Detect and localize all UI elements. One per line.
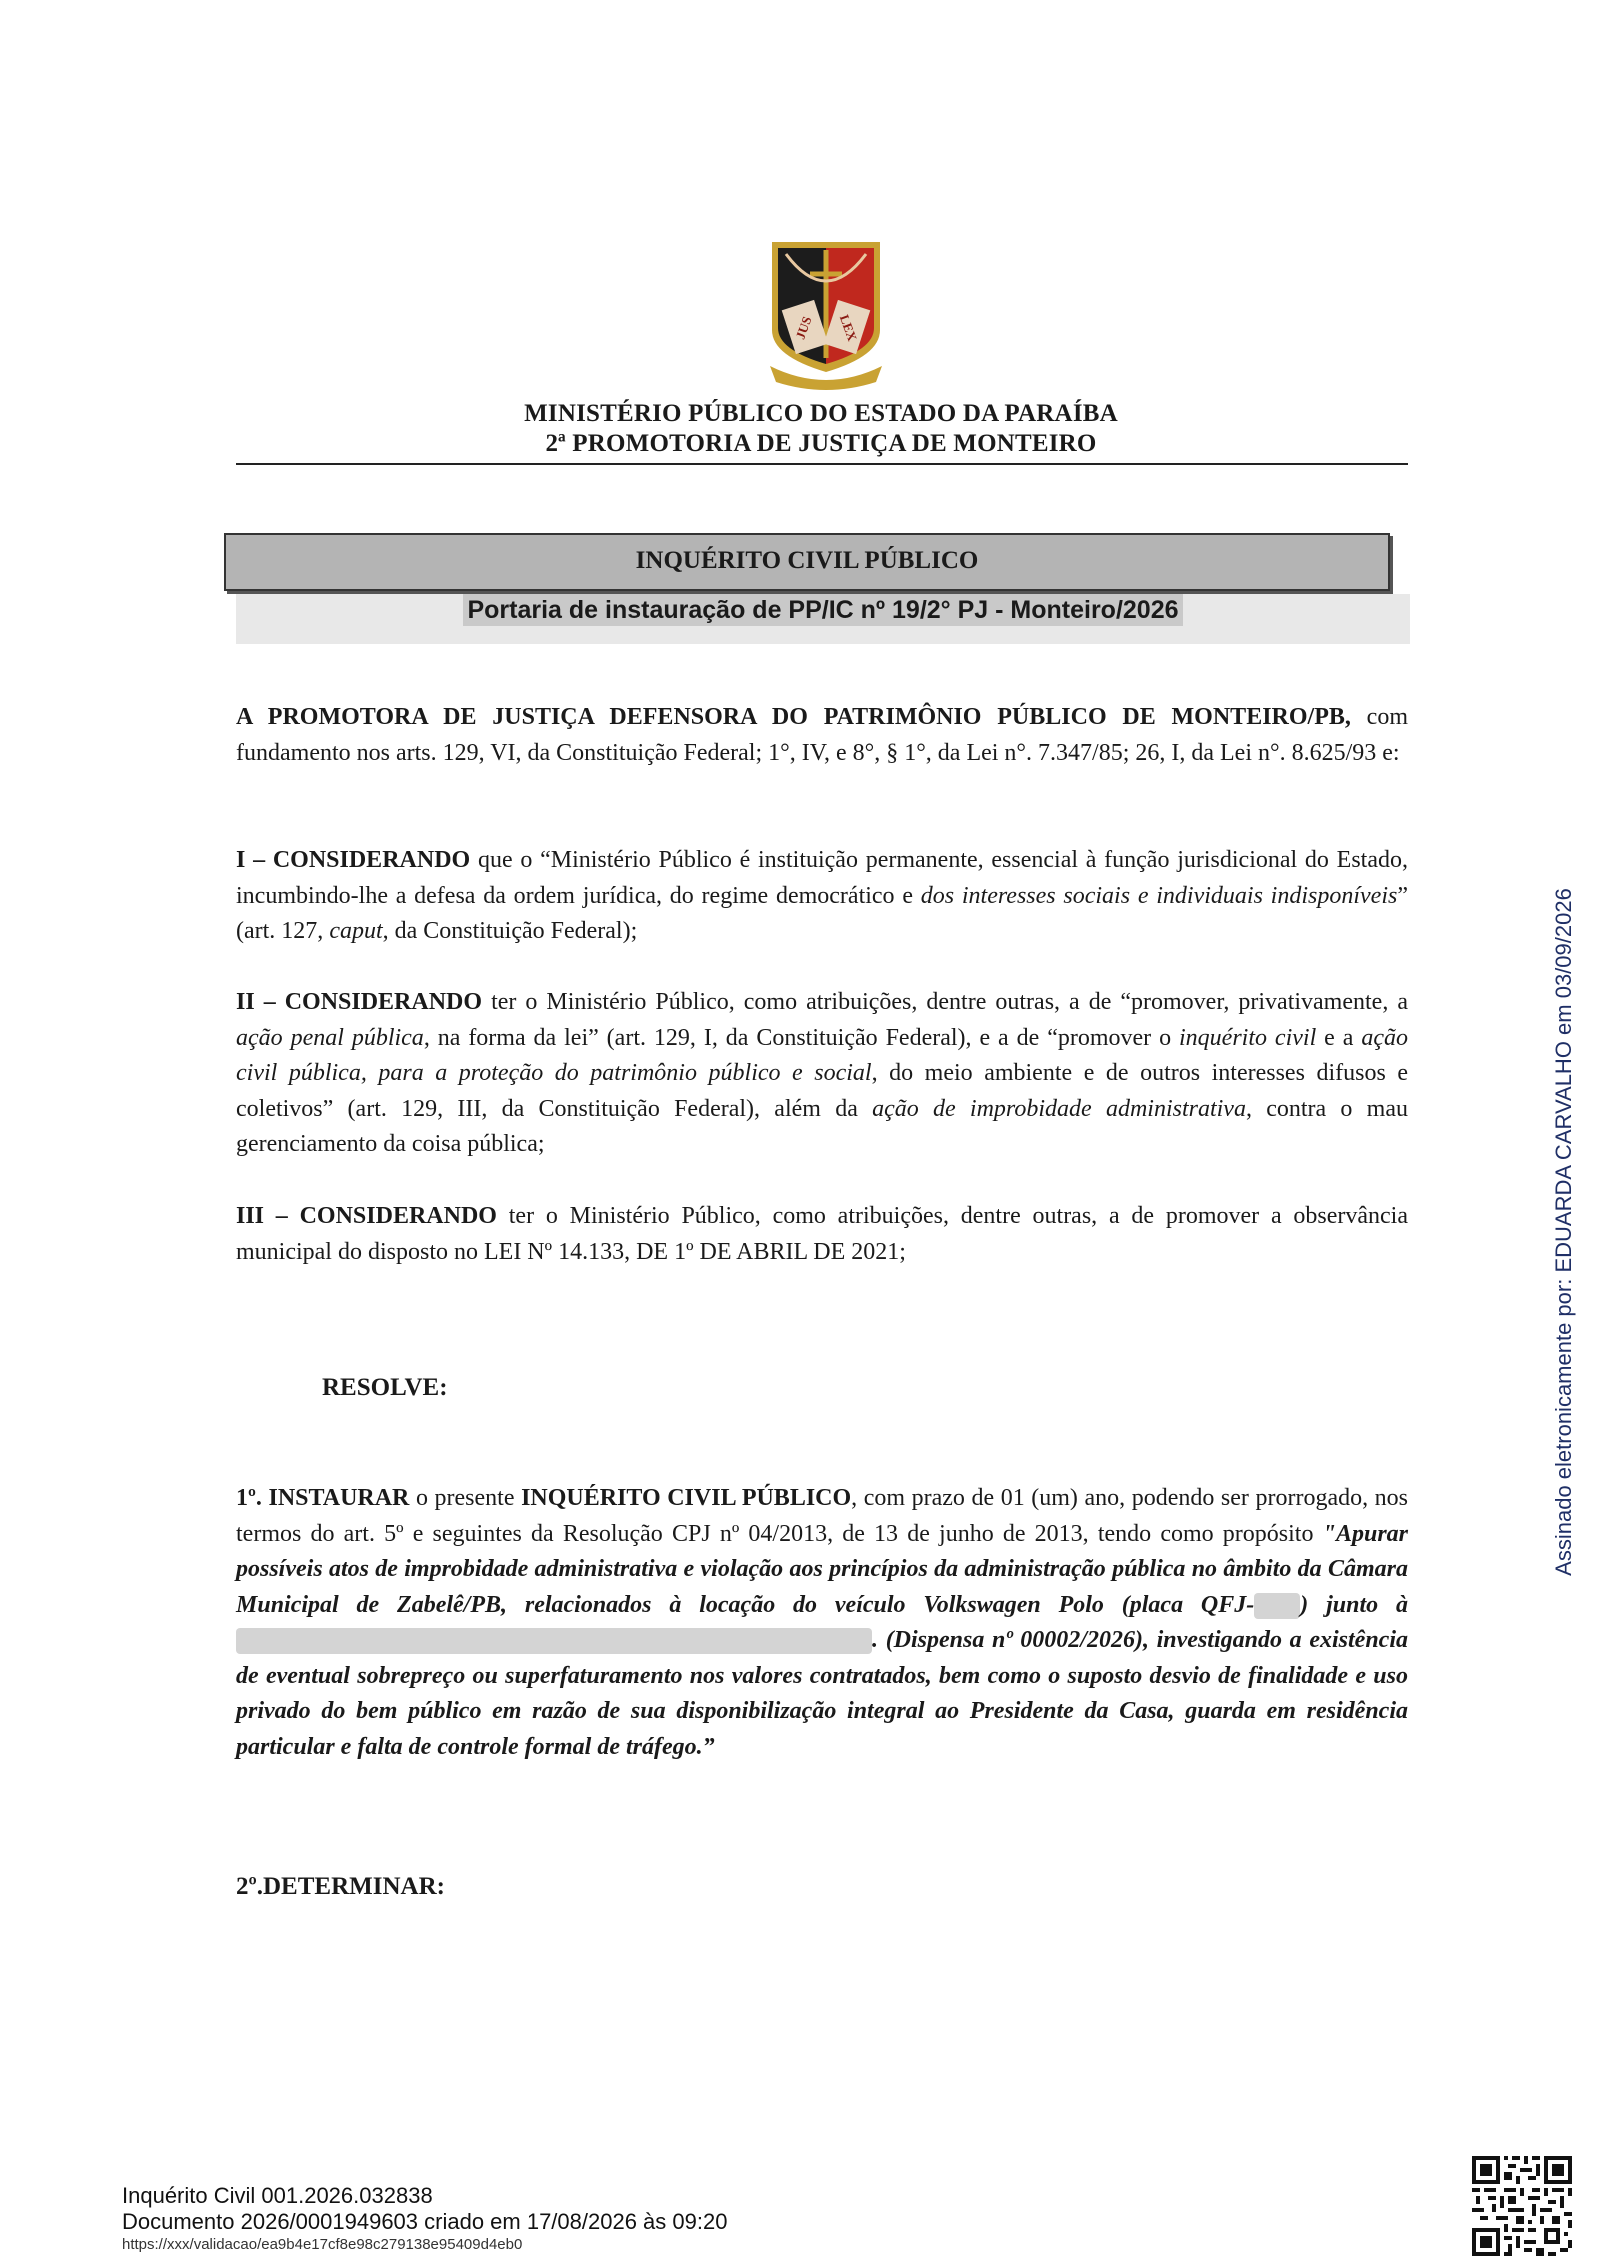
item-1-inquerito: INQUÉRITO CIVIL PÚBLICO (521, 1485, 852, 1511)
item-1-text: o presente (409, 1485, 522, 1511)
considerando-2-text: e a (1316, 1024, 1362, 1051)
document-title-box (224, 533, 1390, 591)
document-title: INQUÉRITO CIVIL PÚBLICO (635, 547, 979, 574)
considerando-3-paragraph (236, 1199, 1408, 1270)
footer-document-info: Documento 2026/0001949603 criado em 17/08/2026 às 09:20 (122, 2209, 728, 2234)
portaria-text: Portaria de instauração de PP/IC nº 19/2° PJ - Monteiro/2026 (463, 594, 1182, 626)
considerando-2-text: ter o Ministério Público, como atribuições, dentre outras, a de “promover, privativamente, a (482, 989, 1408, 1015)
signature-text: Assinado eletronicamente por: EDUARDA CARVALHO em 03/09/2026 (1551, 888, 1576, 1576)
item-1-paragraph (236, 1481, 1408, 1765)
item-1-purpose: ) junto à (1300, 1591, 1408, 1618)
item-1-instaurar: 1º. INSTAURAR (236, 1485, 410, 1511)
considerando-2-lead: II – CONSIDERANDO (236, 989, 483, 1015)
considerando-2-text: , contra o mau gerenciamento da coisa pública; (236, 1095, 1409, 1157)
item-1-purpose: "Apurar possíveis atos de improbidade administrativa e violação aos princípios da administração pública no âmbito da Câmara Municipal de Zabelê/PB, relacionados à locação do veículo Volkswagen Polo (placa QFJ- (236, 1520, 1408, 1618)
considerando-2-italic: ação de improbidade administrativa (872, 1095, 1246, 1122)
intro-bold: A PROMOTORA DE JUSTIÇA DEFENSORA DO PATRIMÔNIO PÚBLICO DE MONTEIRO/PB, (236, 704, 1351, 730)
considerando-2-italic: ação penal pública (236, 1024, 424, 1051)
redacted-entity-block (236, 1628, 872, 1654)
promotoria-name: 2ª PROMOTORIA DE JUSTIÇA DE MONTEIRO (545, 430, 1097, 457)
considerando-1-text: ” (art. 127, (236, 882, 1408, 944)
item-2-determinar: 2º.DETERMINAR: (236, 1873, 445, 1900)
considerando-1-italic: caput (329, 918, 383, 944)
qr-code (1472, 2156, 1572, 2256)
considerando-2-italic: inquérito civil (1179, 1024, 1317, 1051)
considerando-1-text: que o “Ministério Público é instituição permanente, essencial à função jurisdicional do Estado, incumbindo-lhe a defesa da ordem jurídica, do regime democrático e (236, 847, 1408, 909)
item-1-purpose: . (Dispensa nº 00002/2026), investigando a existência de eventual sobrepreço ou superfaturamento nos valores contratados, bem como o suposto desvio de finalidade e uso privado do bem público em razão de sua disponibilização integral ao Presidente da Casa, guarda em residência particular e falta de controle formal de tráfego.” (236, 1627, 1408, 1760)
institution-name: MINISTÉRIO PÚBLICO DO ESTADO DA PARAÍBA (524, 400, 1118, 427)
considerando-3-text: ter o Ministério Público, como atribuições, dentre outras, a de promover a observância municipal do disposto no LEI Nº 14.133, DE 1º DE ABRIL DE 2021; (236, 1203, 1409, 1265)
considerando-1-italic: dos interesses sociais e individuais indisponíveis (920, 882, 1398, 909)
considerando-1-paragraph (236, 843, 1408, 950)
portaria-line (236, 596, 1410, 625)
considerando-2-text: , na forma da lei” (art. 129, I, da Constituição Federal), e a de “promover o (423, 1024, 1180, 1051)
emblem-text-jus: JUS (792, 314, 815, 342)
mppb-emblem-logo (764, 238, 888, 390)
footer-inquerito-number: Inquérito Civil 001.2026.032838 (122, 2183, 433, 2208)
resolve-heading: RESOLVE: (322, 1374, 448, 1401)
considerando-3-lead: III – CONSIDERANDO (236, 1203, 497, 1229)
considerando-2-text: , do meio ambiente e de outros interesses difusos e coletivos” (art. 129, III, da Constituição Federal), além da (236, 1060, 1408, 1122)
item-1-text: , com prazo de 01 (um) ano, podendo ser prorrogado, nos termos do art. 5º e seguintes da Resolução CPJ nº 04/2013, de 13 de junho de 2013, tendo como propósito (236, 1485, 1409, 1547)
considerando-1-text: , da Constituição Federal); (382, 918, 638, 944)
redacted-plate-block (1254, 1593, 1300, 1619)
intro-text: com fundamento nos arts. 129, VI, da Constituição Federal; 1°, IV, e 8°, § 1°, da Lei n°. 7.347/85; 26, I, da Lei n°. 8.625/93 e: (236, 704, 1408, 766)
considerando-2-italic: ação civil pública, para a proteção do patrimônio público e social (236, 1024, 1408, 1086)
considerando-2-paragraph (236, 985, 1408, 1163)
footer-validation-link[interactable]: https://xxx/validacao/ea9b4e17cf8e98c279138e95409d4eb0 (122, 2236, 523, 2253)
considerando-1-lead: I – CONSIDERANDO (236, 847, 471, 873)
header-divider (236, 463, 1408, 465)
emblem-text-lex: LEX (836, 312, 861, 343)
intro-paragraph (236, 700, 1408, 771)
